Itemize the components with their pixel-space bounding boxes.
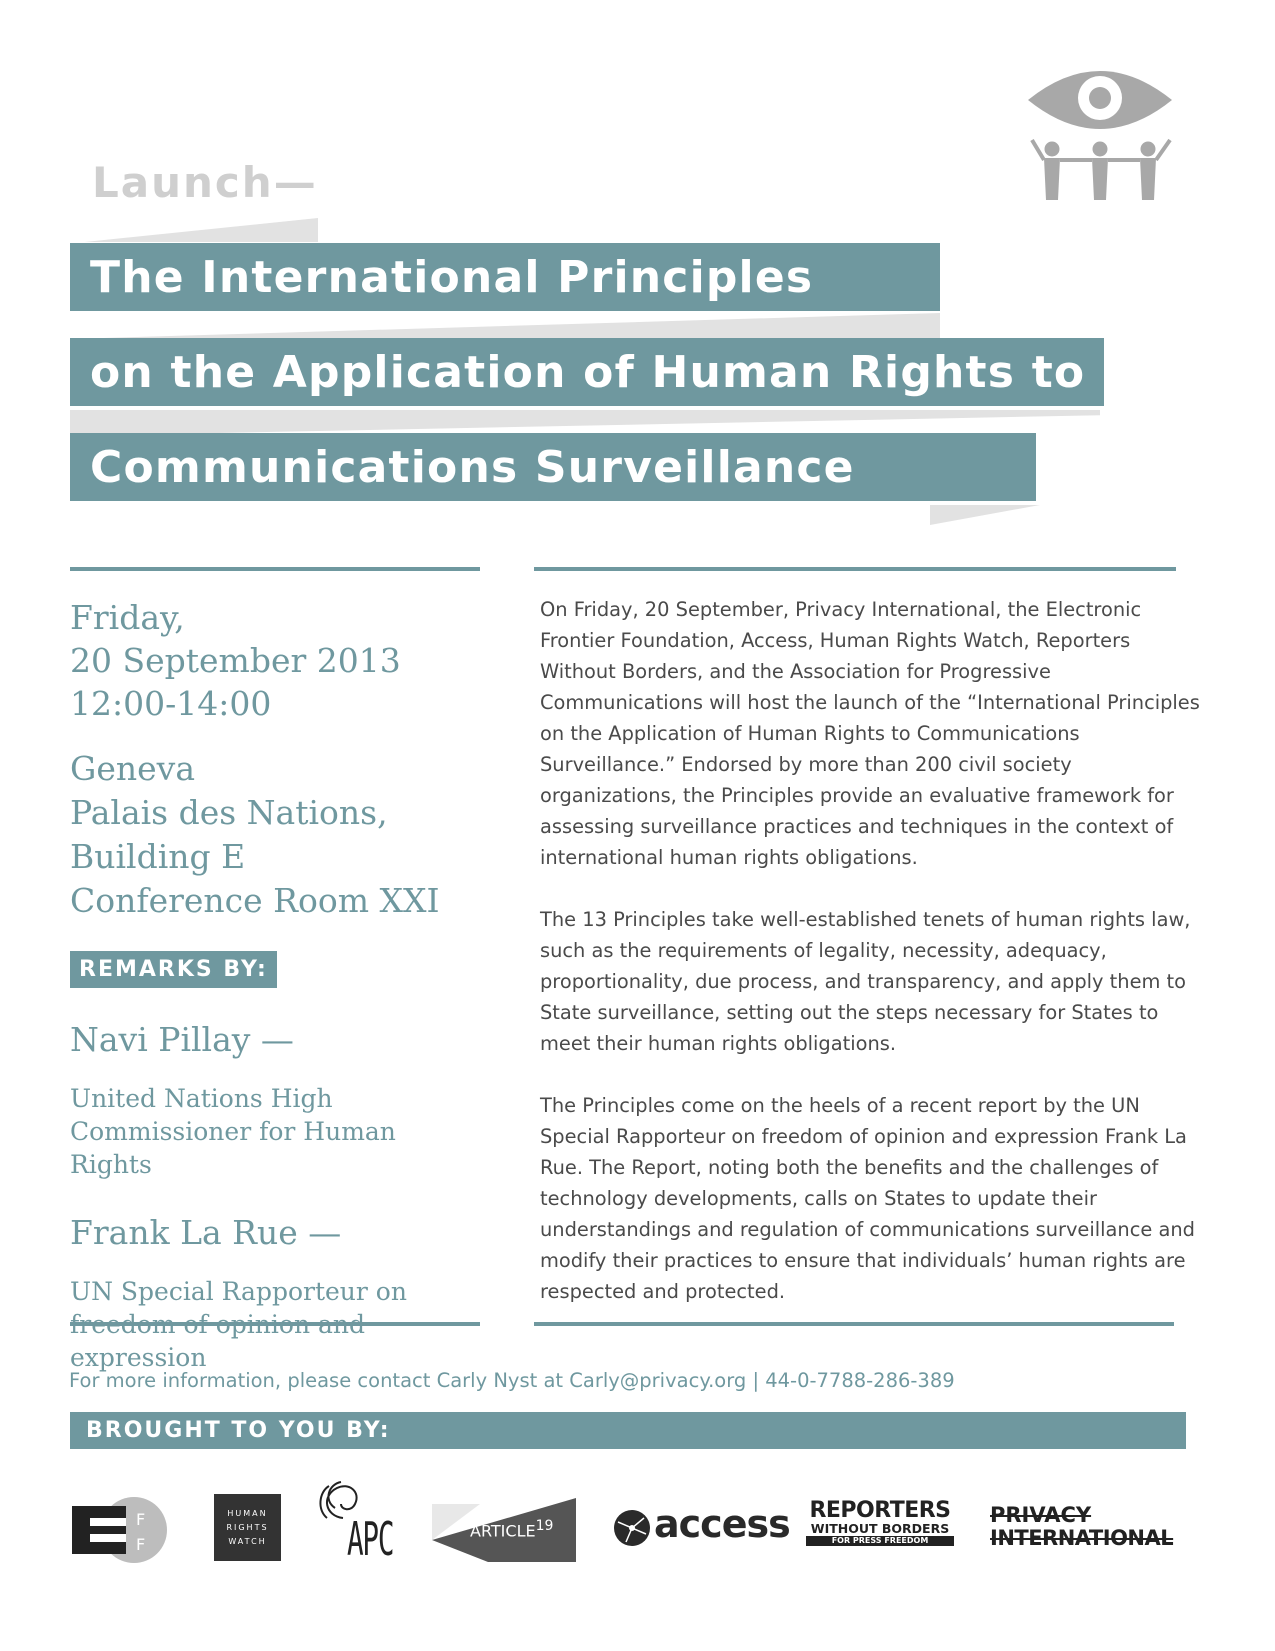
event-details [70,596,490,1374]
speaker-name: Navi Pillay — [70,1020,294,1059]
ribbon-decoration [70,218,318,242]
access-globe-icon [612,1508,652,1548]
article19-number: 19 [535,1518,554,1534]
ribbon-decoration [930,505,1040,525]
privacy-international-logo [990,1504,1173,1550]
right-top-rule [534,567,1176,571]
hrw-logo [214,1494,281,1561]
event-room: Conference Room XXI [70,881,440,920]
speaker-title: United Nations High Commissioner for Human Rights [70,1084,396,1179]
svg-text:F: F [136,1535,146,1554]
contact-info: For more information, please contact Carly Nyst at Carly@privacy.org | 44-0-7788-286-389 [69,1369,955,1392]
hrw-logo-text: RIGHTS [226,1522,269,1532]
rwb-logo [806,1500,954,1546]
left-top-rule [70,567,480,571]
title-line-1: The International Principles [70,243,940,311]
access-logo-text: access [654,1502,790,1546]
eff-logo-icon [70,1494,170,1566]
event-day: Friday, [70,598,185,637]
ribbon-decoration [70,313,940,339]
hrw-logo-text: WATCH [228,1536,267,1546]
launch-label: Launch— [92,158,318,207]
speaker-title: UN Special Rapporteur on freedom of opinion and expression [70,1277,407,1372]
title-line-2: on the Application of Human Rights to [70,338,1104,406]
event-venue: Palais des Nations, [70,793,388,832]
body-paragraph: On Friday, 20 September, Privacy International, the Electronic Frontier Foundation, Access, Human Rights Watch, Reporters Without Borders, and the Association for Progressive Communications will host the launch of the “International Principles on the Application of Human Rights to Communications Surveillance.” Endorsed by more than 200 civil society organizations, the Principles provide an evaluative framework for assessing surveillance practices and techniques in the context of international human rights obligations. [540,598,1200,869]
body-text [540,594,1200,1338]
article19-word: ARTICLE [470,1521,536,1541]
svg-text:F: F [136,1510,146,1529]
speaker-name: Frank La Rue — [70,1213,342,1252]
title-line-3: Communications Surveillance [70,433,1036,501]
apc-logo-text: APC [347,1512,394,1566]
rwb-line: REPORTERS [809,1498,951,1523]
brought-to-you-label: BROUGHT TO YOU BY: [70,1412,1186,1449]
body-paragraph: The Principles come on the heels of a recent report by the UN Special Rapporteur on freedom of opinion and expression Frank La Rue. The Report, noting both the benefits and the challenges of technology developments, calls on States to update their understandings and regulation of communications surveillance and modify their practices to ensure that individuals’ human rights are respected and protected. [540,1094,1195,1303]
sponsor-logos [0,1478,1275,1588]
pi-line: PRIVACY [990,1503,1092,1527]
article19-logo-text [470,1518,553,1540]
body-paragraph: The 13 Principles take well-established tenets of human rights law, such as the requirements of legality, necessity, adequacy, proportionality, due process, and transparency, and apply them to State surveillance, setting out the steps necessary for States to meet their human rights obligations. [540,908,1191,1055]
rwb-line: FOR PRESS FREEDOM [806,1536,954,1546]
rwb-line: WITHOUT BORDERS [810,1521,950,1536]
eye-people-logo-icon [1020,60,1180,205]
remarks-label: REMARKS BY: [70,951,277,988]
event-building: Building E [70,837,246,876]
event-time: 12:00-14:00 [70,684,272,723]
event-city: Geneva [70,749,195,788]
event-date: 20 September 2013 [70,641,401,680]
pi-line: INTERNATIONAL [990,1526,1174,1550]
hrw-logo-text: HUMAN [227,1508,268,1518]
